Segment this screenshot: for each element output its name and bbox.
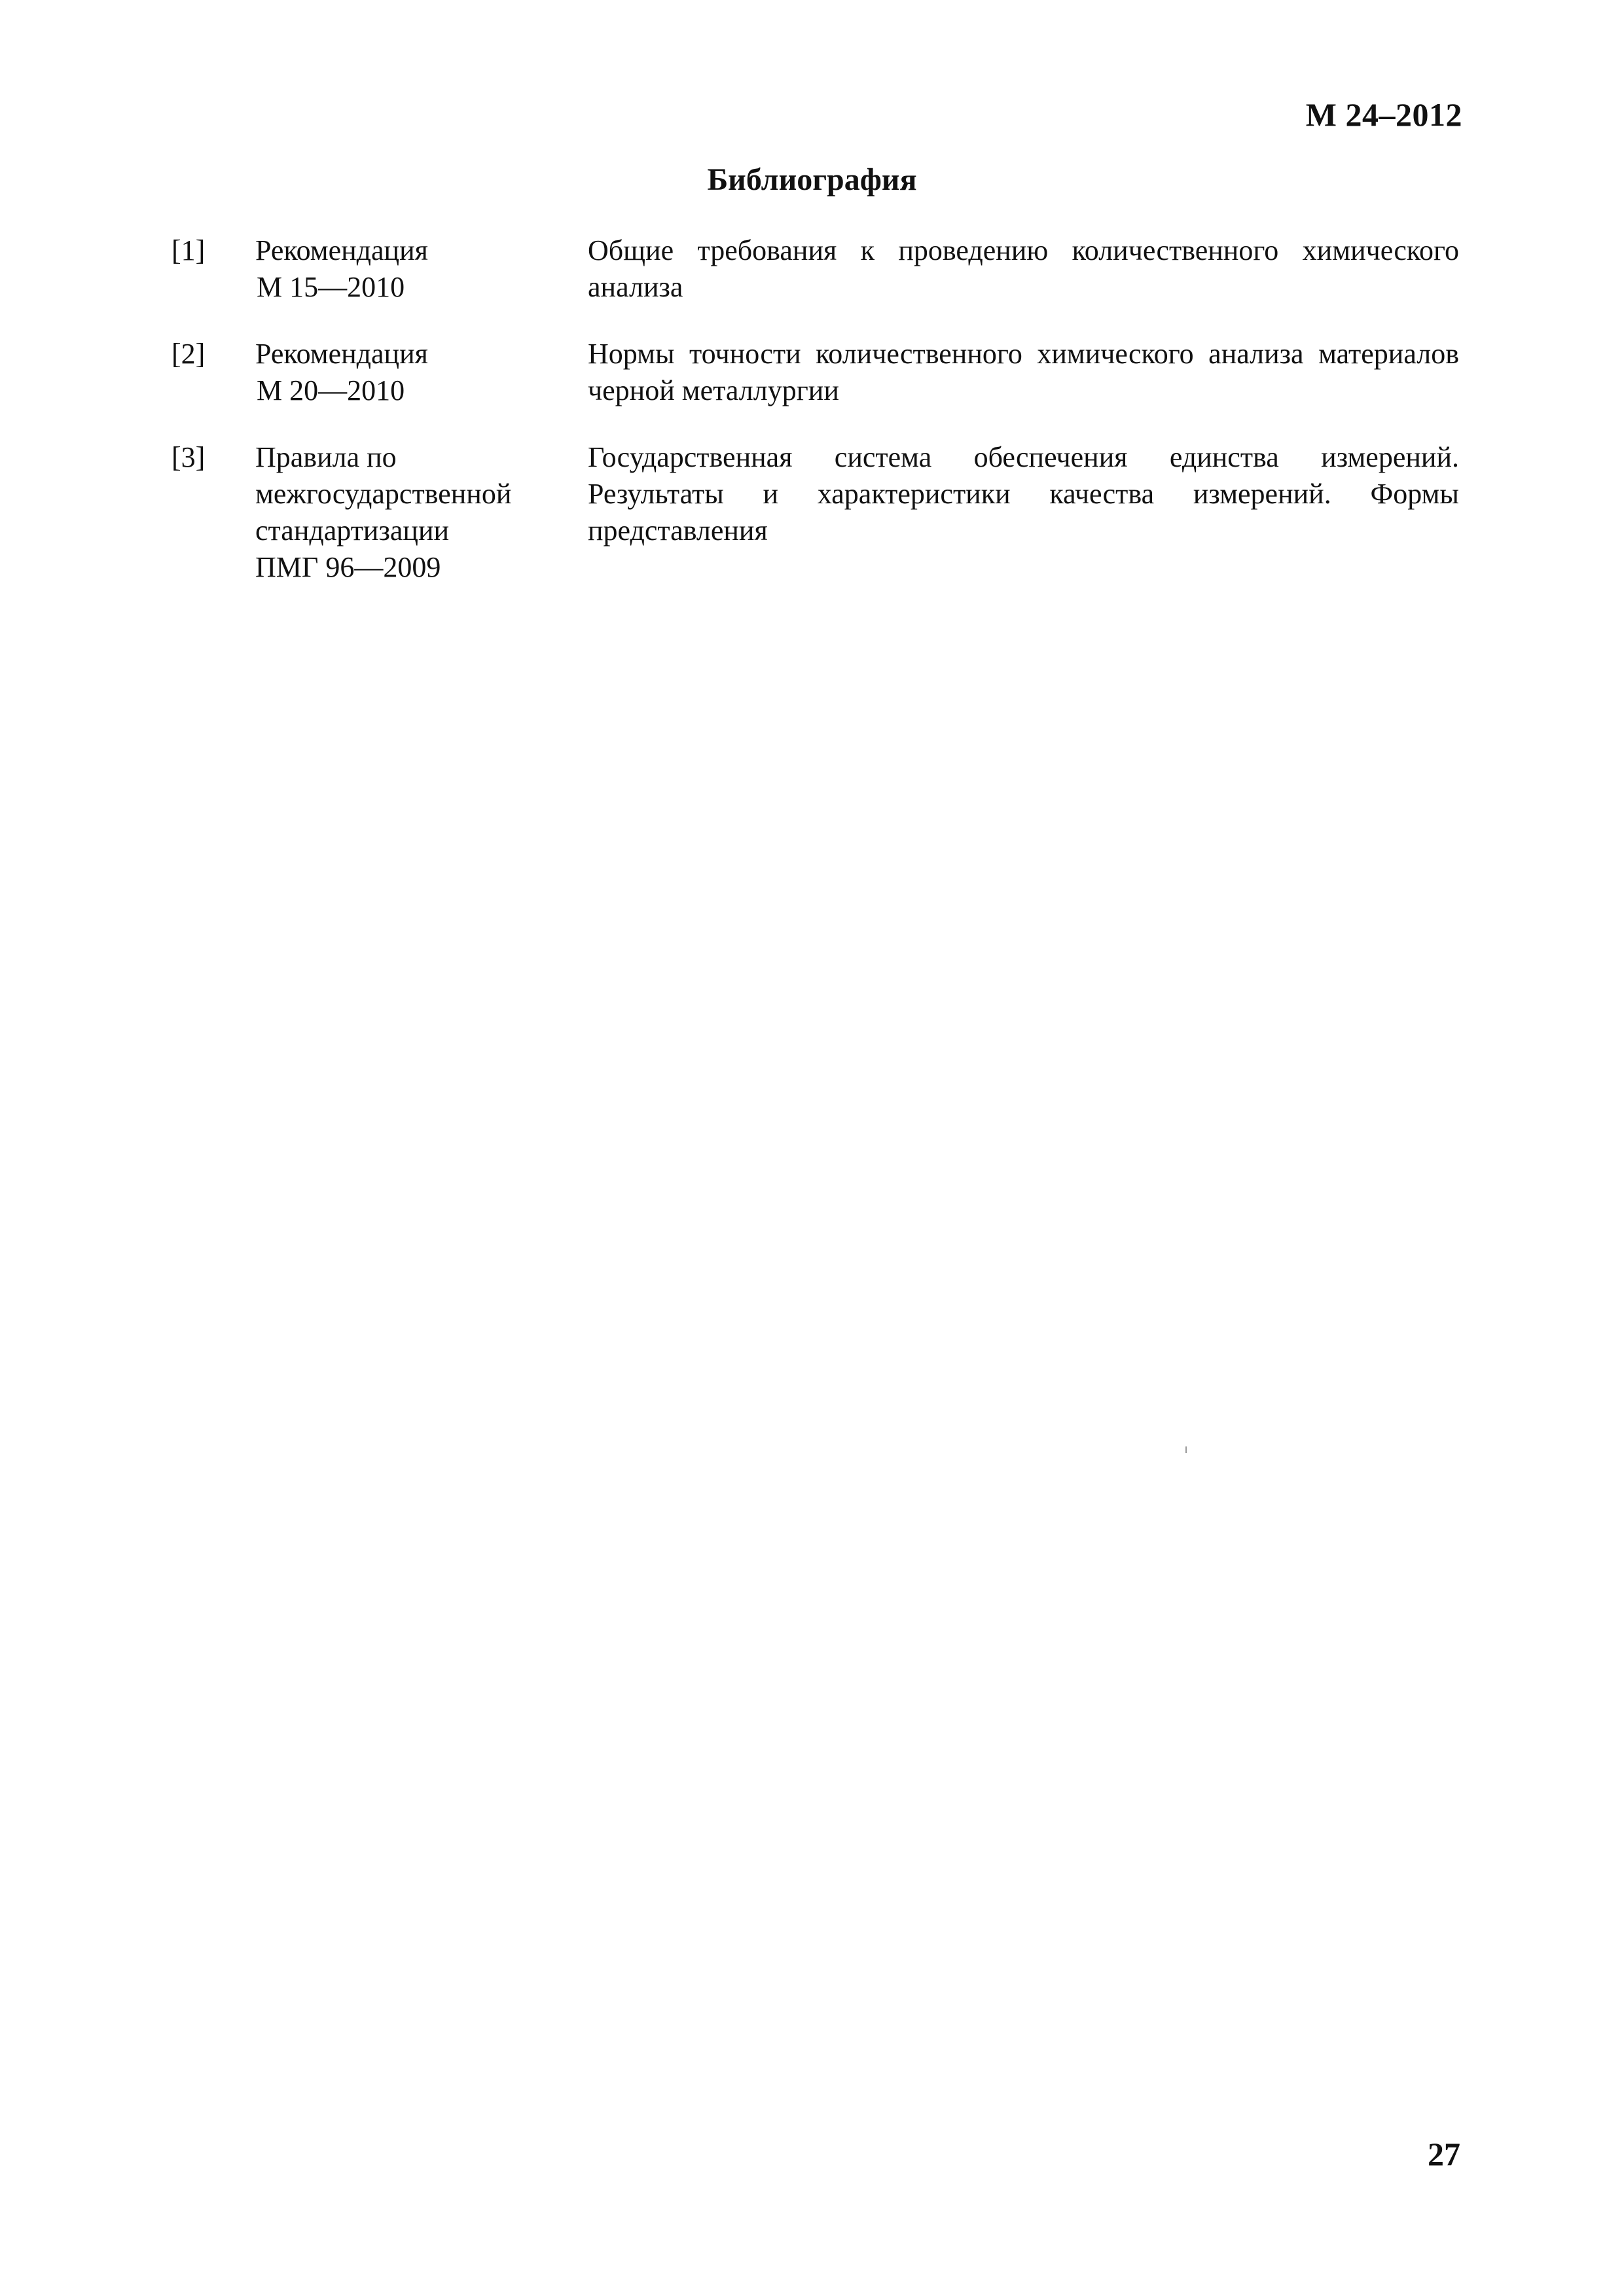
entry-description: Общие требования к проведению количественного химического анализа <box>588 234 1459 303</box>
source-line: Рекомендация <box>255 234 428 266</box>
source-line: ПМГ 96—2009 <box>255 551 441 583</box>
scan-speck <box>1185 1446 1187 1453</box>
page-number: 27 <box>1428 2136 1460 2172</box>
bibliography-entry <box>171 232 1459 306</box>
page-title: Библиография <box>707 162 917 197</box>
bibliography-entry <box>171 439 1459 586</box>
entry-number: [1] <box>171 234 206 266</box>
source-line: М 15—2010 <box>257 271 405 303</box>
bibliography-list <box>171 232 1459 616</box>
source-line: М 20—2010 <box>257 374 405 406</box>
entry-source <box>255 336 588 409</box>
document-code: М 24–2012 <box>1305 96 1462 133</box>
source-line: межгосударственной <box>255 478 512 510</box>
entry-source <box>255 439 588 586</box>
entry-number: [3] <box>171 441 206 473</box>
entry-number: [2] <box>171 338 206 370</box>
source-line: стандартизации <box>255 514 450 547</box>
entry-description: Нормы точности количественного химического анализа материалов черной металлургии <box>588 338 1459 406</box>
entry-description: Государственная система обеспечения единства измерений. Результаты и характеристики качества измерений. Формы представления <box>588 441 1459 547</box>
entry-source <box>255 232 588 306</box>
source-line: Правила по <box>255 441 397 473</box>
source-line: Рекомендация <box>255 338 428 370</box>
bibliography-entry <box>171 336 1459 409</box>
